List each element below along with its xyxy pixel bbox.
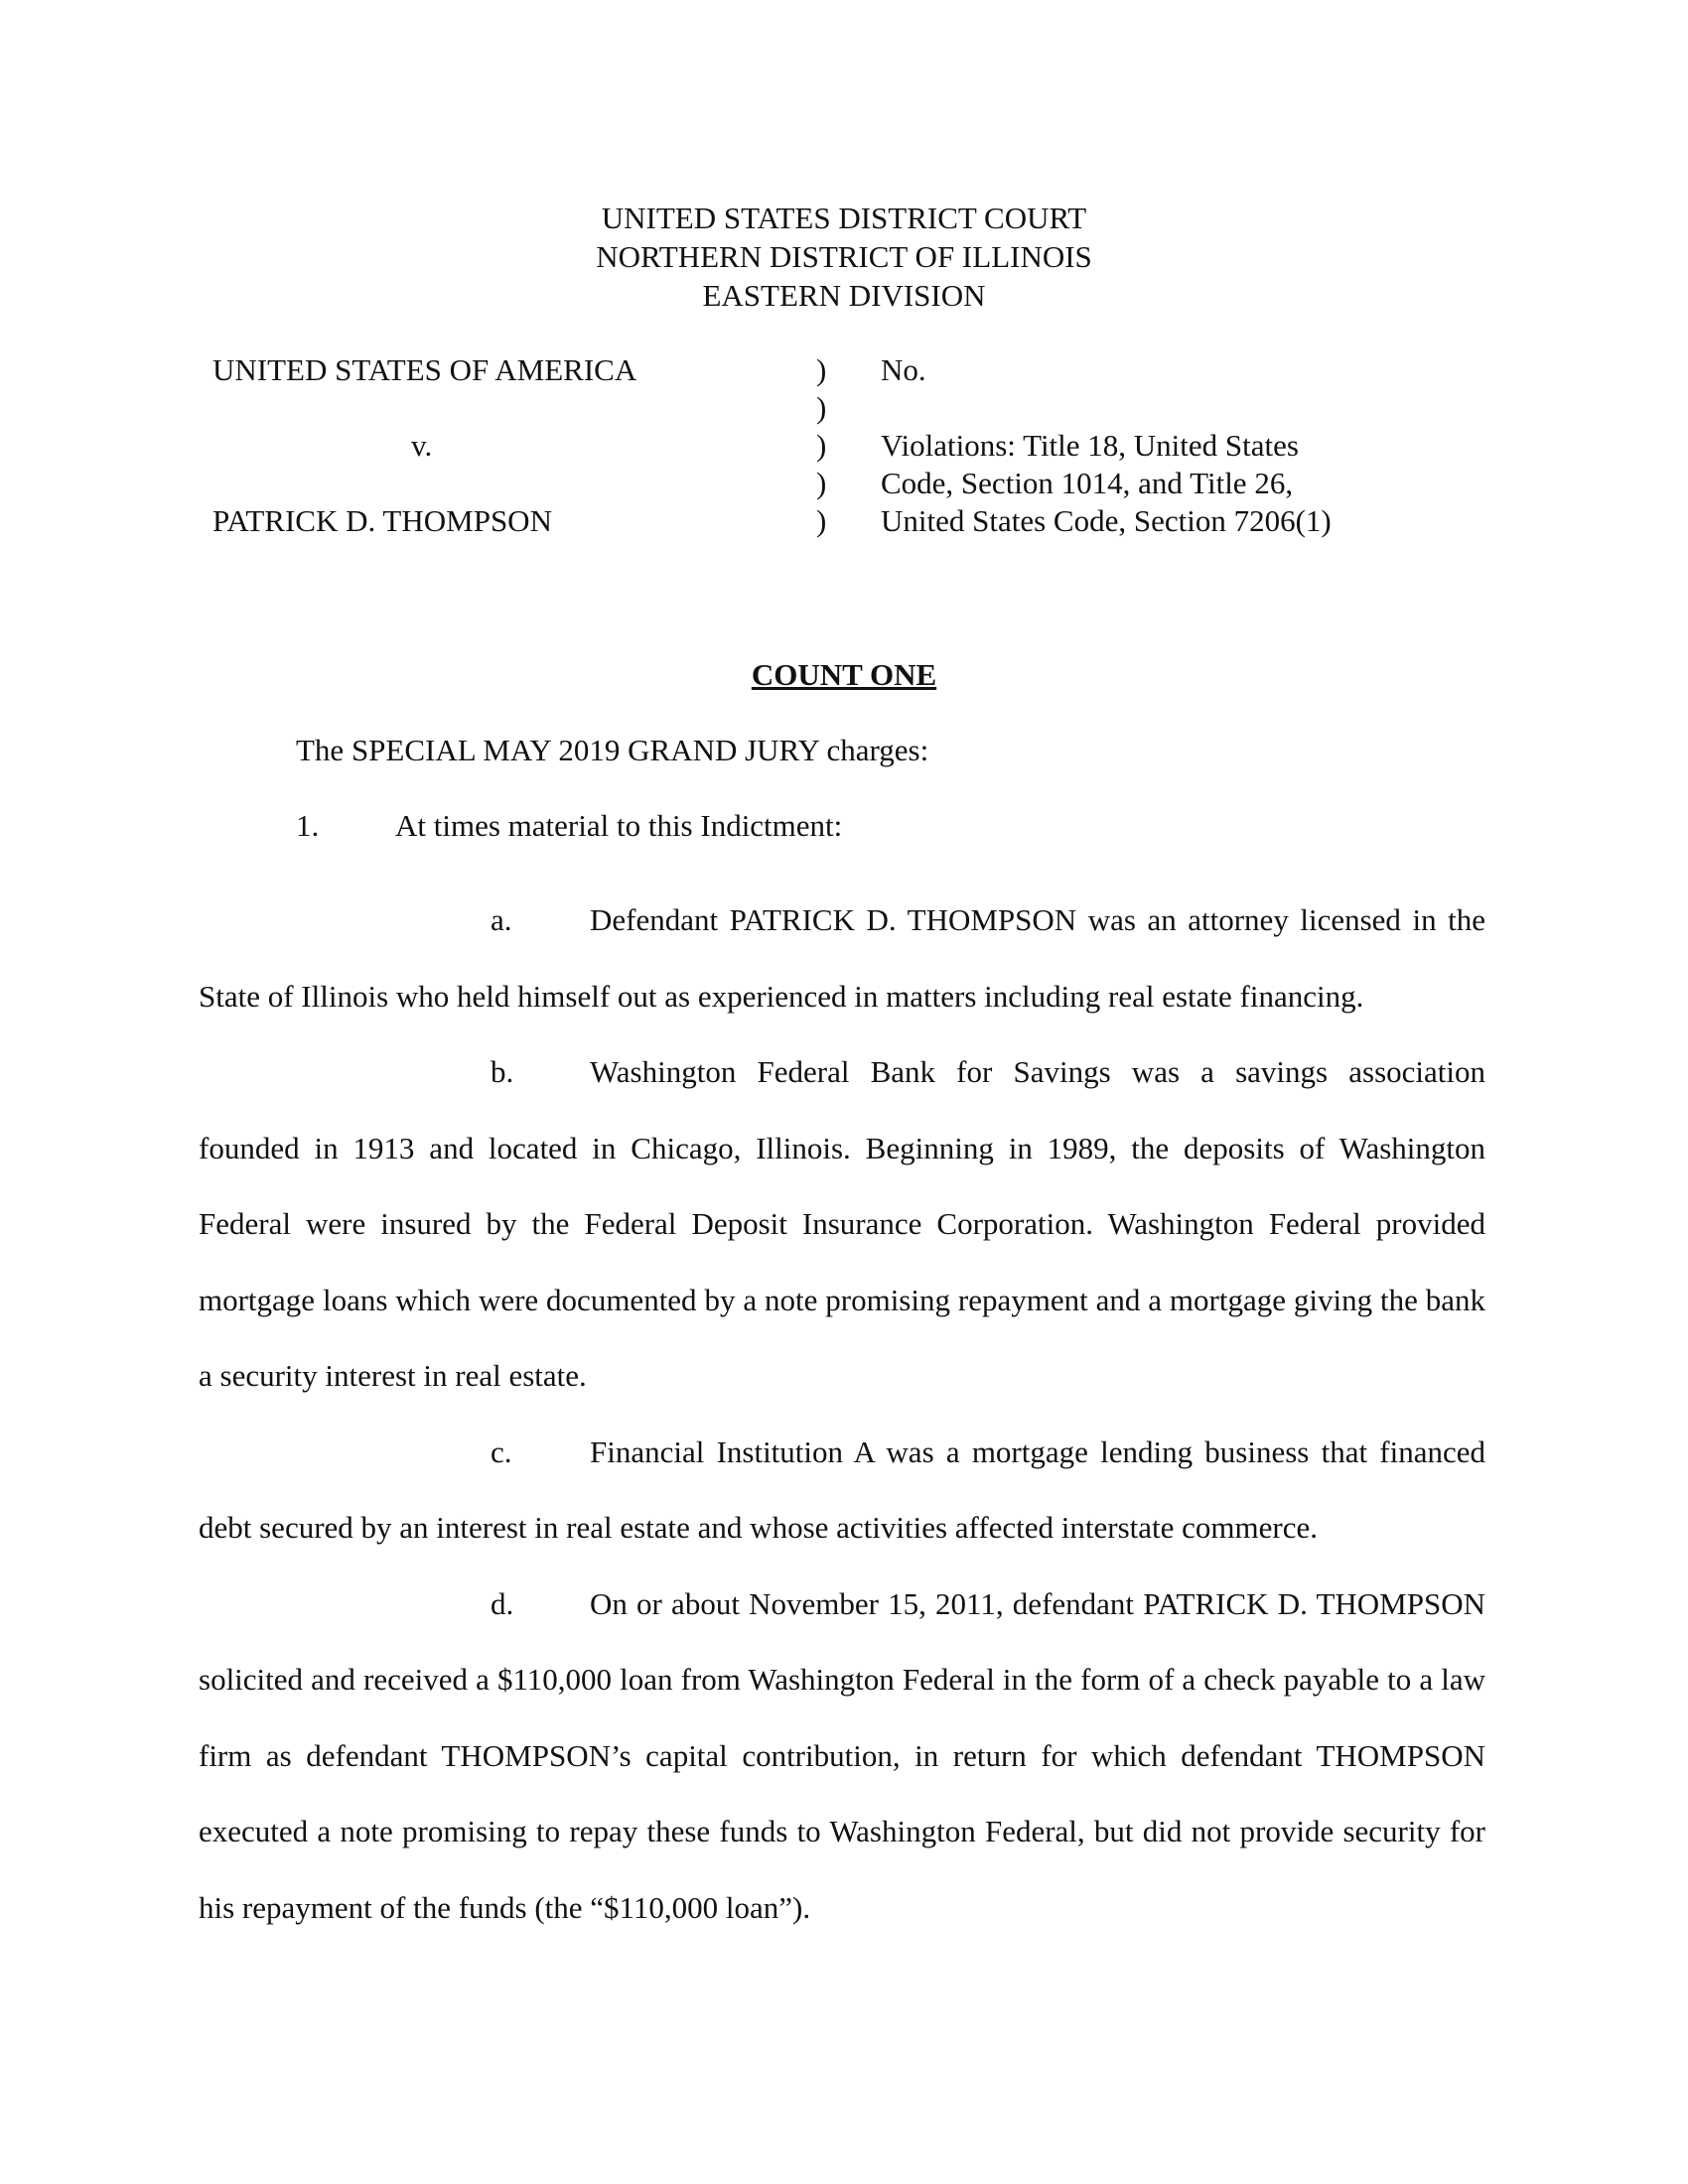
- subparagraph-text: Financial Institution A was a mortgage lending business that financed debt secured by an interest in real estate and whose activities affected interstate commerce.: [199, 1433, 1485, 1545]
- subparagraph-d: [199, 1567, 1485, 1947]
- caption-paren: ): [816, 390, 827, 425]
- caption-paren: ): [816, 503, 827, 538]
- defendant-name: PATRICK D. THOMPSON: [212, 503, 552, 538]
- violations-line: Violations: Title 18, United States: [881, 428, 1299, 463]
- caption-paren: ): [816, 466, 827, 500]
- court-division: EASTERN DIVISION: [702, 278, 986, 313]
- violations-line: United States Code, Section 7206(1): [881, 503, 1332, 538]
- item-number: 1.: [296, 808, 320, 843]
- subparagraph-label: d.: [491, 1585, 514, 1621]
- caption-divider: [816, 351, 826, 540]
- item-1: [296, 807, 842, 845]
- subparagraph-text: Defendant PATRICK D. THOMPSON was an attorney licensed in the State of Illinois who held himself out as experienced in matters including real estate financing.: [199, 902, 1485, 1014]
- subparagraph-text: On or about November 15, 2011, defendant PATRICK D. THOMPSON solicited and received a $110,000 loan from Washington Federal in the form of a check payable to a law firm as defendant THOMPSON’s capital contribution, in return for which defendant THOMPSON executed a note promising to repay these funds to Washington Federal, but did not provide security for his repayment of the funds (the “$110,000 loan”).: [199, 1585, 1485, 1925]
- caption-paren: ): [816, 352, 827, 387]
- court-heading: [0, 199, 1688, 315]
- subparagraph-a: [199, 883, 1485, 1034]
- caption-paren: ): [816, 428, 827, 463]
- subparagraph-c: [199, 1415, 1485, 1567]
- violations-line: Code, Section 1014, and Title 26,: [881, 466, 1294, 500]
- subparagraph-label: b.: [491, 1054, 514, 1089]
- count-title: COUNT ONE: [751, 657, 937, 692]
- subparagraph-b: [199, 1034, 1485, 1415]
- subparagraphs: [199, 883, 1485, 1946]
- plaintiff-name: UNITED STATES OF AMERICA: [212, 352, 637, 387]
- item-text: At times material to this Indictment:: [395, 808, 843, 843]
- versus-label: v.: [411, 428, 433, 463]
- case-caption-parties: [212, 351, 636, 540]
- court-district: NORTHERN DISTRICT OF ILLINOIS: [596, 239, 1092, 274]
- case-number-label: No.: [881, 352, 926, 387]
- subparagraph-text: Washington Federal Bank for Savings was a savings association founded in 1913 and located in Chicago, Illinois. Beginning in 1989, the deposits of Washington Federal were insured by the Federal Deposit Insurance Corporation. Washington Federal provided mortgage loans which were documented by a note promising repayment and a mortgage giving the bank a security interest in real estate.: [199, 1054, 1485, 1393]
- charge-intro: The SPECIAL MAY 2019 GRAND JURY charges:: [296, 733, 929, 767]
- subparagraph-label: c.: [491, 1433, 512, 1469]
- subparagraph-label: a.: [491, 902, 512, 937]
- court-name: UNITED STATES DISTRICT COURT: [601, 201, 1087, 235]
- case-caption-details: [881, 351, 1332, 540]
